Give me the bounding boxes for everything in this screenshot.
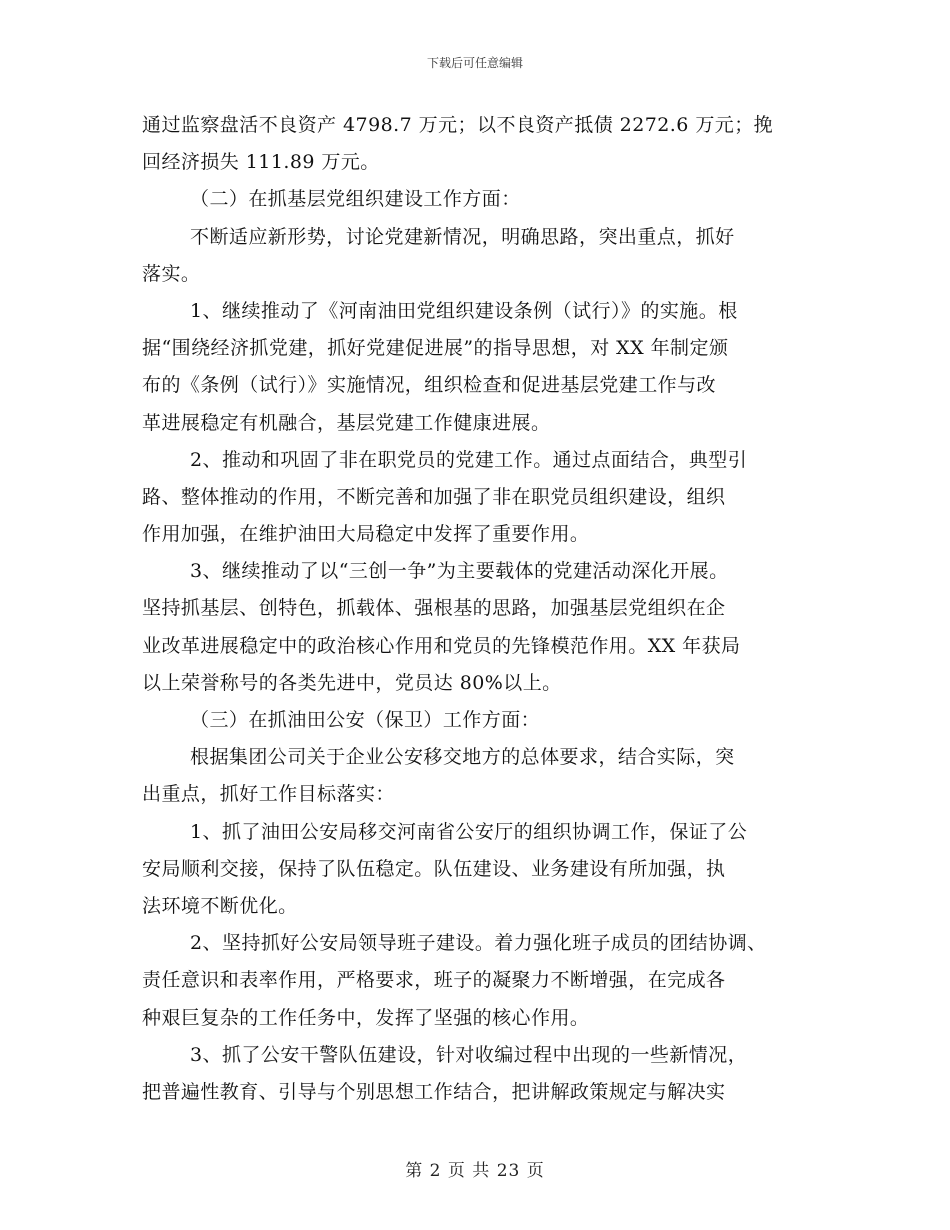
text-line: 把普遍性教育、引导与个别思想工作结合，把讲解政策规定与解决实 [142,1080,726,1103]
text-line: 回经济损失 111.89 万元。 [142,151,380,174]
text-line: 业改革进展稳定中的政治核心作用和党员的先锋模范作用。XX 年获局 [142,634,741,657]
text-line: 不断适应新形势，讨论党建新情况，明确思路，突出重点，抓好 [190,225,735,248]
text-line: 出重点，抓好工作目标落实： [142,783,395,806]
text-line: 1、抓了油田公安局移交河南省公安厅的组织协调工作，保证了公 [190,820,748,843]
text-line: 据“围绕经济抓党建，抓好党建促进展”的指导思想，对 XX 年制定颁 [142,337,729,360]
text-line: 种艰巨复杂的工作任务中，发挥了坚强的核心作用。 [142,1006,590,1029]
page-header: 下载后可任意编辑 [426,56,523,70]
text-line: 根据集团公司关于企业公安移交地方的总体要求，结合实际，突 [190,746,735,769]
text-line: 以上荣誉称号的各类先进中，党员达 80%以上。 [142,671,562,694]
text-line: 2、坚持抓好公安局领导班子建设。着力强化班子成员的团结协调、 [190,932,767,955]
text-line: 革进展稳定有机融合，基层党建工作健康进展。 [142,411,551,434]
text-line: 责任意识和表率作用，严格要求，班子的凝聚力不断增强，在完成各 [142,969,726,992]
text-line: 法环境不断优化。 [142,894,298,917]
text-line: 1、继续推动了《河南油田党组织建设条例（试行）》的实施。根 [190,299,738,322]
text-line: 落实。 [142,262,201,285]
text-line: 通过监察盘活不良资产 4798.7 万元；以不良资产抵债 2272.6 万元；挽 [142,114,774,136]
text-line: 安局顺利交接，保持了队伍稳定。队伍建设、业务建设有所加强，执 [142,857,726,880]
text-line: 2、推动和巩固了非在职党员的党建工作。通过点面结合，典型引 [190,448,748,471]
document-body [142,107,822,1111]
text-line: 3、抓了公安干警队伍建设，针对收编过程中出现的一些新情况， [190,1043,748,1066]
text-line: 作用加强，在维护油田大局稳定中发挥了重要作用。 [142,523,590,546]
text-line: 3、继续推动了以“三创一争”为主要载体的党建活动深化开展。 [190,560,729,583]
text-line: 路、整体推动的作用，不断完善和加强了非在职党员组织建设，组织 [142,485,726,508]
text-line: 布的《条例（试行）》实施情况，组织检查和促进基层党建工作与改 [142,374,717,397]
text-line: （二）在抓基层党组织建设工作方面： [190,188,521,211]
text-line: （三）在抓油田公安（保卫）工作方面： [190,709,541,731]
page-footer: 第 2 页 共 23 页 [405,1161,545,1181]
text-line: 坚持抓基层、创特色，抓载体、强根基的思路，加强基层党组织在企 [142,597,726,620]
